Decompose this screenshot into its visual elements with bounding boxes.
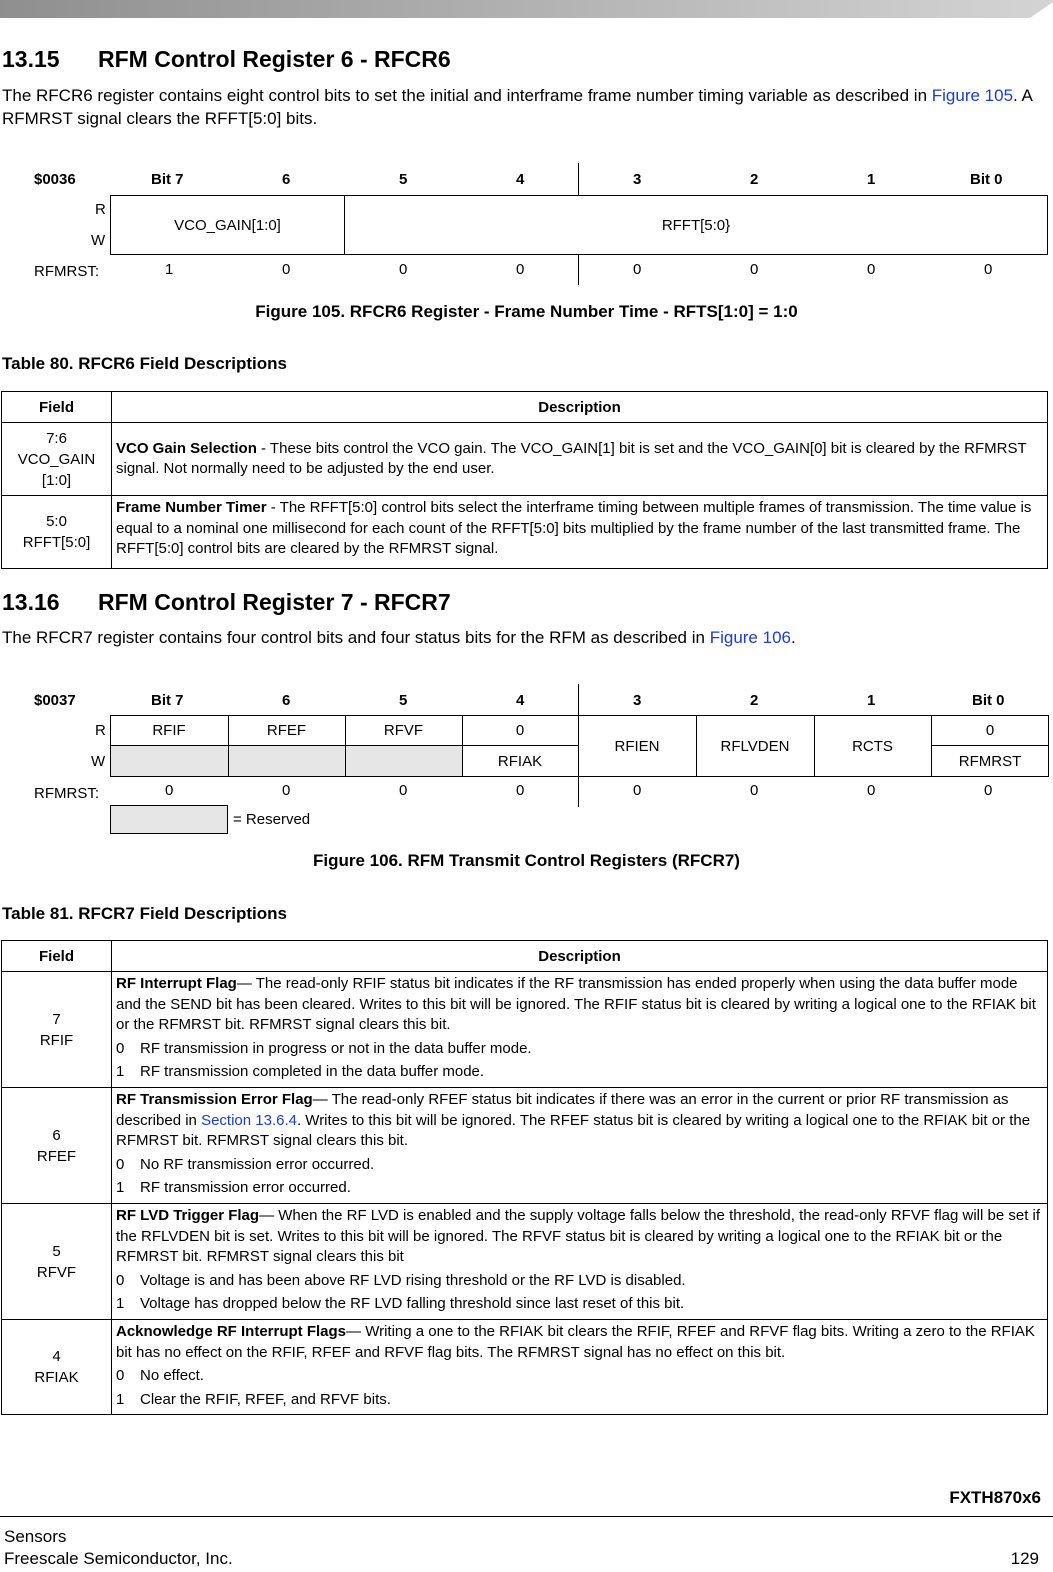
- value-line: 0 No effect.: [116, 1367, 204, 1384]
- write-label: W: [91, 753, 106, 770]
- table-caption: Table 81. RFCR7 Field Descriptions: [2, 904, 287, 923]
- column-header: Description: [112, 941, 1048, 972]
- reset-label: RFMRST:: [34, 785, 99, 802]
- table-row: [2, 972, 1048, 1088]
- bit-header: 6: [282, 171, 291, 188]
- reset-value: 0: [282, 782, 291, 799]
- value-line: 0 No RF transmission error occurred.: [116, 1155, 375, 1173]
- register-diagram-rfcr7: [0, 681, 1053, 841]
- bit-field-rfmrst: RFMRST: [958, 752, 1022, 770]
- bit-header: 3: [633, 692, 642, 709]
- section-heading-13-15: 13.15 RFM Control Register 6 - RFCR6: [2, 46, 451, 72]
- section-paragraph: The RFCR6 register contains eight control bits to set the initial and interframe frame number timing variable as described in Figure 105. A RFMRST signal clears the RFFT[5:0] bits.: [2, 86, 1032, 128]
- value-line: 0 Voltage is and has been above RF LVD rising threshold or the RF LVD is disabled.: [116, 1271, 686, 1289]
- reset-value: 0: [984, 261, 993, 278]
- value-line: 1 RF transmission error occurred.: [116, 1179, 351, 1196]
- section-heading-13-16: 13.16 RFM Control Register 7 - RFCR7: [2, 589, 451, 615]
- table-header-row: [2, 941, 1048, 972]
- field-descriptions-table: [1, 391, 1048, 569]
- reset-value: 1: [165, 261, 174, 278]
- description-cell: Acknowledge RF Interrupt Flags— Writing a one to the RFIAK bit clears the RFIF, RFEF and RFVF flag bits. Writing a zero to the RFIAK bit has no effect on the RFIF, RFEF and RFVF flag bits. The RFMRST signal has no effect on this bit. 0 No effect. 1 Clear the RFIF, RFEF, and RFVF bits.: [112, 1320, 1048, 1415]
- reset-value: 0: [633, 261, 642, 278]
- column-header: Description: [112, 392, 1048, 423]
- bit-header: Bit 7: [151, 692, 184, 709]
- value-line: 1 Clear the RFIF, RFEF, and RFVF bits.: [116, 1390, 391, 1408]
- bit-header: 2: [750, 692, 759, 709]
- reserved-legend-label: = Reserved: [233, 811, 311, 828]
- value-line: 1 RF transmission completed in the data buffer mode.: [116, 1063, 485, 1080]
- field-descriptions-table: [1, 940, 1048, 1415]
- figure-caption: Figure 106. RFM Transmit Control Registers (RFCR7): [313, 851, 740, 870]
- bit-field-rflvden: RFLVDEN: [720, 737, 790, 755]
- write-label: W: [91, 232, 106, 249]
- register-diagram-rfcr6: [0, 160, 1053, 290]
- bit-field-rfif: RFIF: [152, 721, 186, 739]
- page-number: 129: [1010, 1549, 1039, 1568]
- footer-category: Sensors: [4, 1527, 67, 1546]
- reset-value: 0: [867, 782, 876, 799]
- reset-value: 0: [750, 261, 759, 278]
- reserved-cell: [111, 746, 228, 776]
- read-label: R: [95, 722, 106, 739]
- reset-value: 0: [399, 782, 408, 799]
- field-rfft: RFFT[5:0}: [344, 195, 1048, 255]
- table-row: [2, 1320, 1048, 1415]
- reset-value: 0: [750, 782, 759, 799]
- table-row: [2, 1088, 1048, 1204]
- bit-header: 3: [633, 171, 642, 188]
- reset-value: 0: [867, 261, 876, 278]
- description-cell: RF Transmission Error Flag— The read-only RFEF status bit indicates if there was an error in the current or prior RF transmission as described in Section 13.6.4. Writes to this bit will be ignored. The RFEF status bit is cleared by writing a logical one to the RFIAK bit or the RFMRST bit. RFMRST signal clears this bit. 0 No RF transmission error occurred. 1 RF transmission error occurred.: [112, 1088, 1048, 1204]
- figure-105-link[interactable]: Figure 105: [931, 86, 1014, 105]
- reset-value: 0: [165, 782, 174, 799]
- reset-label: RFMRST:: [34, 263, 99, 280]
- table-row: [2, 423, 1048, 496]
- register-address: $0037: [34, 692, 76, 709]
- table-header-row: [2, 392, 1048, 423]
- bit-header: Bit 7: [151, 171, 184, 188]
- table-row: [2, 496, 1048, 569]
- value-line: 1 Voltage has dropped below the RF LVD falling threshold since last reset of this bit.: [116, 1295, 685, 1312]
- figure-caption: Figure 105. RFCR6 Register - Frame Number Time - RFTS[1:0] = 1:0: [255, 302, 798, 321]
- field-cell: 6 RFEF: [2, 1088, 112, 1204]
- bit-header: 2: [750, 171, 759, 188]
- bit-field-read-zero: 0: [985, 721, 995, 739]
- section-paragraph: The RFCR7 register contains four control bits and four status bits for the RFM as described in Figure 106.: [2, 628, 796, 647]
- field-cell: 7 RFIF: [2, 972, 112, 1088]
- footer-product: FXTH870x6: [949, 1488, 1041, 1507]
- bit-header: 1: [867, 692, 876, 709]
- field-cell: 7:6 VCO_GAIN [1:0]: [2, 423, 112, 496]
- bit-field-rfiak: RFIAK: [497, 752, 543, 770]
- description-cell: VCO Gain Selection - These bits control the VCO gain. The VCO_GAIN[1] bit is set and the VCO_GAIN[0] bit is cleared by the RFMRST signal. Not normally need to be adjusted by the end user.: [112, 423, 1048, 496]
- field-vco-gain: VCO_GAIN[1:0]: [110, 195, 345, 255]
- description-cell: RF LVD Trigger Flag— When the RF LVD is enabled and the supply voltage falls below the threshold, the read-only RFVF flag will be set if the RFLVDEN bit is set. Writes to this bit will be ignored. The RFVF status bit is cleared by writing a logical one to the RFIAK bit or the RFMRST bit. RFMRST signal clears this bit 0 Voltage is and has been above RF LVD rising threshold or the RF LVD is disabled. 1 Voltage has dropped below the RF LVD falling threshold since last reset of this bit.: [112, 1204, 1048, 1320]
- read-label: R: [95, 201, 106, 218]
- footer-company: Freescale Semiconductor, Inc.: [4, 1549, 233, 1568]
- bit-header: Bit 0: [970, 171, 1003, 188]
- register-address: $0036: [34, 171, 76, 188]
- table-caption: Table 80. RFCR6 Field Descriptions: [2, 354, 287, 373]
- column-header: Field: [2, 392, 112, 423]
- bit-header: 5: [399, 171, 408, 188]
- bit-header: 1: [867, 171, 876, 188]
- figure-106-link[interactable]: Figure 106: [709, 628, 791, 647]
- bit-field-rcts: RCTS: [852, 737, 893, 755]
- bit-header: 6: [282, 692, 291, 709]
- bit-header: 5: [399, 692, 408, 709]
- reserved-legend-swatch: [110, 805, 228, 834]
- bit-field-read-zero: 0: [515, 721, 525, 739]
- section-13-6-4-link[interactable]: Section 13.6.4: [201, 1111, 297, 1129]
- reserved-cell: [346, 746, 462, 776]
- description-cell: RF Interrupt Flag— The read-only RFIF status bit indicates if the RF transmission has ended properly when using the data buffer mode and the SEND bit has been cleared. Writes to this bit will be ignored. The RFIF status bit is cleared by writing a logical one to the RFIAK bit or the RFMRST bit. RFMRST signal clears this bit. 0 RF transmission in progress or not in the data buffer mode. 1 RF transmission completed in the data buffer mode.: [112, 972, 1048, 1088]
- bit-header: 4: [516, 171, 525, 188]
- nibble-divider: [578, 777, 579, 807]
- header-bar: [0, 0, 1053, 18]
- field-cell: 5 RFVF: [2, 1204, 112, 1320]
- reset-value: 0: [516, 261, 525, 278]
- bit-header: Bit 0: [972, 692, 1005, 709]
- bit-field-rfef: RFEF: [266, 721, 307, 739]
- reset-value: 0: [984, 782, 993, 799]
- nibble-divider: [578, 684, 579, 716]
- nibble-divider: [578, 255, 579, 285]
- footer-divider: [0, 1516, 1053, 1517]
- table-row: [2, 1204, 1048, 1320]
- reset-value: 0: [399, 261, 408, 278]
- field-cell: 4 RFIAK: [2, 1320, 112, 1415]
- description-cell: Frame Number Timer - The RFFT[5:0] control bits select the interframe timing between multiple frames of transmission. The time value is equal to a nominal one millisecond for each count of the RFFT[5:0] bits multiplied by the frame number of the last transmitted frame. The RFFT[5:0] control bits are cleared by the RFMRST signal.: [112, 496, 1048, 569]
- field-cell: 5:0 RFFT[5:0]: [2, 496, 112, 569]
- bit-field-rfien: RFIEN: [614, 737, 660, 755]
- reset-value: 0: [516, 782, 525, 799]
- reset-value: 0: [282, 261, 291, 278]
- reset-value: 0: [633, 782, 642, 799]
- bit-field-rfvf: RFVF: [383, 721, 424, 739]
- nibble-divider: [578, 163, 579, 195]
- value-line: 0 RF transmission in progress or not in the data buffer mode.: [116, 1039, 532, 1057]
- reserved-cell: [229, 746, 345, 776]
- column-header: Field: [2, 941, 112, 972]
- bit-header: 4: [516, 692, 525, 709]
